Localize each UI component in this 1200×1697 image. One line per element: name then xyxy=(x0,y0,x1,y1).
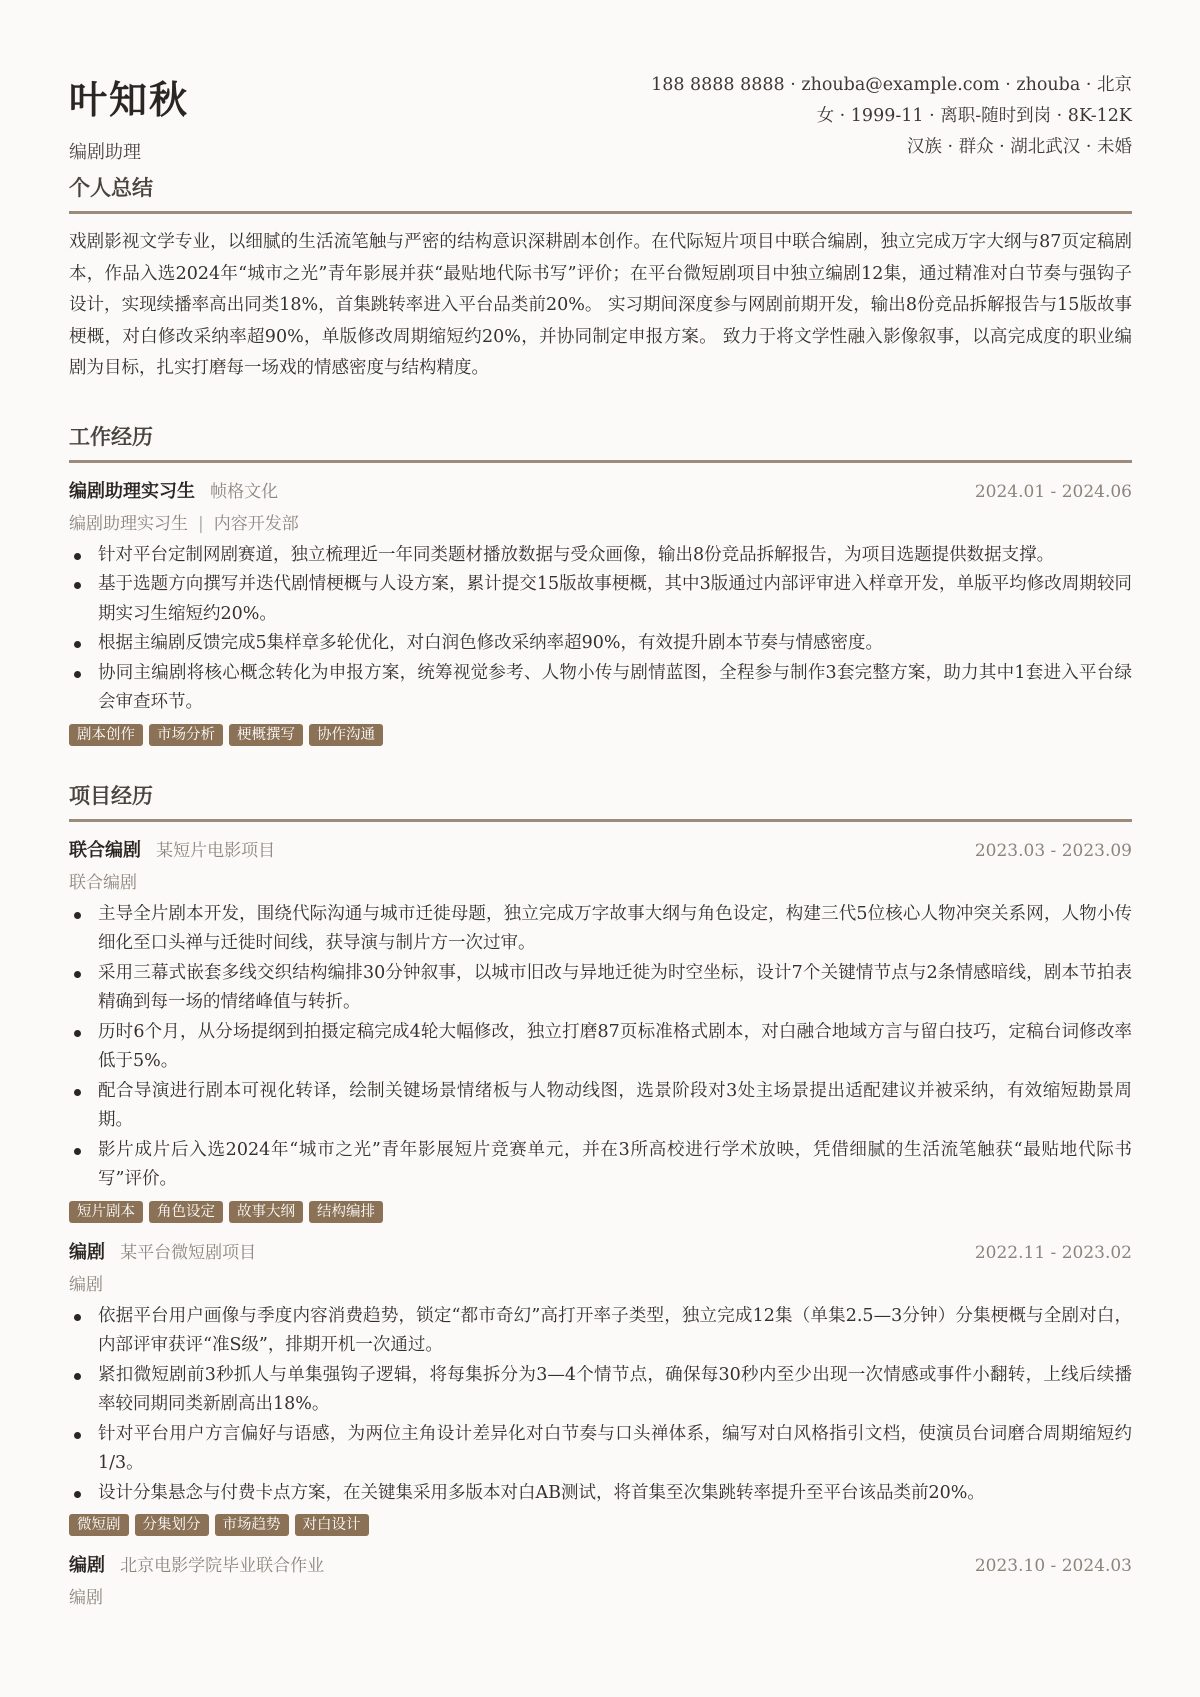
entry-title-group xyxy=(69,1238,256,1264)
resume-header xyxy=(69,0,1132,168)
skill-tag: 故事大纲 xyxy=(229,1201,303,1223)
projects-section xyxy=(69,782,1132,1616)
skill-tag: 分集划分 xyxy=(135,1514,209,1536)
position-label: 编剧助理实习生 xyxy=(69,513,188,534)
entry-header xyxy=(69,477,1132,509)
list-item: 配合导演进行剧本可视化转译，绘制关键场景情绪板与人物动线图，选景阶段对3处主场景提出适配建议并被采纳，有效缩短勘景周期。 xyxy=(69,1077,1132,1136)
project-role: 编剧 xyxy=(69,1241,105,1263)
list-item: 影片成片后入选2024年“城市之光”青年影展短片竞赛单元，并在3所高校进行学术放映，凭借细腻的生活流笔触获“最贴地代际书写”评价。 xyxy=(69,1136,1132,1195)
skill-tags xyxy=(69,724,1132,746)
list-item: 紧扣微短剧前3秒抓人与单集强钩子逻辑，将每集拆分为3—4个情节点，确保每30秒内至少出现一次情感或事件小翻转，上线后续播率较同期同类新剧高出18%。 xyxy=(69,1361,1132,1420)
summary-section xyxy=(69,174,1132,385)
section-title-summary: 个人总结 xyxy=(69,175,153,200)
skill-tags xyxy=(69,1201,1132,1223)
entry-header xyxy=(69,1238,1132,1270)
department-label: 内容开发部 xyxy=(213,513,299,534)
project-name: 某平台微短剧项目 xyxy=(120,1242,257,1263)
job-title: 编剧助理实习生 xyxy=(69,480,195,502)
project-role: 联合编剧 xyxy=(69,839,141,861)
work-entry xyxy=(69,477,1132,746)
date-range: 2024.01 - 2024.06 xyxy=(974,481,1132,502)
summary-text: 戏剧影视文学专业，以细腻的生活流笔触与严密的结构意识深耕剧本创作。在代际短片项目中联合编剧，独立完成万字大纲与87页定稿剧本，作品入选2024年“城市之光”青年影展并获“最贴地代际书写”评价；在平台微短剧项目中独立编剧12集，通过精准对白节奏与强钩子设计，实现续播率高出同类18%，首集跳转率进入平台品类前20%。 实习期间深度参与网剧前期开发，输出8份竞品拆解报告与15版故事梗概，对白修改采纳率超90%，单版修改周期缩短约20%，并协同制定申报方案。 致力于将文学性融入影像叙事，以高完成度的职业编剧为目标，扎实打磨每一场戏的情感密度与结构精度。 xyxy=(69,232,1132,378)
project-entry xyxy=(69,1238,1132,1537)
skill-tag: 市场分析 xyxy=(149,724,223,746)
contact-line: 汉族 · 群众 · 湖北武汉 · 未婚 xyxy=(906,137,1132,157)
entry-subtitle: 编剧 xyxy=(69,1588,103,1608)
list-item: 根据主编剧反馈完成5集样章多轮优化，对白润色修改采纳率超90%，有效提升剧本节奏与情感密度。 xyxy=(69,629,1132,659)
entry-header xyxy=(69,836,1132,868)
bullet-list xyxy=(69,541,1132,718)
skill-tag: 结构编排 xyxy=(309,1201,383,1223)
skill-tag: 短片剧本 xyxy=(69,1201,143,1223)
section-divider xyxy=(69,460,1132,463)
list-item: 主导全片剧本开发，围绕代际沟通与城市迁徙母题，独立完成万字故事大纲与角色设定，构建三代5位核心人物冲突关系网，人物小传细化至口头禅与迁徙时间线，获导演与制片方一次过审。 xyxy=(69,900,1132,959)
date-range: 2022.11 - 2023.02 xyxy=(974,1242,1132,1263)
work-section xyxy=(69,423,1132,746)
list-item: 针对平台定制网剧赛道，独立梳理近一年同类题材播放数据与受众画像，输出8份竞品拆解报告，为项目选题提供数据支撑。 xyxy=(69,541,1132,571)
contact-line: 女 · 1999-11 · 离职-随时到岗 · 8K-12K xyxy=(816,106,1132,126)
entry-subtitle: 编剧 xyxy=(69,1274,103,1295)
date-range: 2023.03 - 2023.09 xyxy=(974,840,1132,861)
entry-subtitle xyxy=(69,509,1132,541)
project-name: 某短片电影项目 xyxy=(156,840,276,861)
list-item: 采用三幕式嵌套多线交织结构编排30分钟叙事，以城市旧改与异地迁徙为时空坐标，设计7个关键情节点与2条情感暗线，剧本节拍表精确到每一场的情绪峰值与转折。 xyxy=(69,959,1132,1018)
project-entry xyxy=(69,1551,1132,1615)
skill-tag: 对白设计 xyxy=(295,1514,369,1536)
section-divider xyxy=(69,211,1132,214)
list-item: 历时6个月，从分场提纲到拍摄定稿完成4轮大幅修改，独立打磨87页标准格式剧本，对白融合地域方言与留白技巧，定稿台词修改率低于5%。 xyxy=(69,1018,1132,1077)
skill-tag: 梗概撰写 xyxy=(229,724,303,746)
skill-tag: 角色设定 xyxy=(149,1201,223,1223)
skill-tag: 市场趋势 xyxy=(215,1514,289,1536)
list-item: 依据平台用户画像与季度内容消费趋势，锁定“都市奇幻”高打开率子类型，独立完成12集（单集2.5—3分钟）分集梗概与全剧对白，内部评审获评“准S级”，排期开机一次通过。 xyxy=(69,1302,1132,1361)
list-item: 设计分集悬念与付费卡点方案，在关键集采用多版本对白AB测试，将首集至次集跳转率提升至平台该品类前20%。 xyxy=(69,1479,1132,1509)
entry-header xyxy=(69,1551,1132,1583)
contact-info xyxy=(651,70,1132,163)
separator: | xyxy=(198,513,204,534)
list-item: 针对平台用户方言偏好与语感，为两位主角设计差异化对白节奏与口头禅体系，编写对白风格指引文档，使演员台词磨合周期缩短约1/3。 xyxy=(69,1420,1132,1479)
bullet-list xyxy=(69,1302,1132,1509)
entry-title-group xyxy=(69,477,278,503)
entry-subtitle: 联合编剧 xyxy=(69,872,137,893)
skill-tags xyxy=(69,1514,1132,1536)
skill-tag: 协作沟通 xyxy=(309,724,383,746)
date-range: 2023.10 - 2024.03 xyxy=(974,1556,1132,1576)
skill-tag: 微短剧 xyxy=(69,1514,129,1536)
entry-title-group xyxy=(69,836,275,862)
section-title-projects: 项目经历 xyxy=(69,782,153,808)
list-item: 基于选题方向撰写并迭代剧情梗概与人设方案，累计提交15版故事梗概，其中3版通过内部评审进入样章开发，单版平均修改周期较同期实习生缩短约20%。 xyxy=(69,570,1132,629)
list-item: 协同主编剧将核心概念转化为申报方案，统筹视觉参考、人物小传与剧情蓝图，全程参与制作3套完整方案，助力其中1套进入平台绿会审查环节。 xyxy=(69,659,1132,718)
candidate-name: 叶知秋 xyxy=(69,77,190,122)
skill-tag: 剧本创作 xyxy=(69,724,143,746)
company-name: 帧格文化 xyxy=(210,481,279,502)
bullet-list xyxy=(69,900,1132,1195)
candidate-role: 编剧助理 xyxy=(69,142,141,163)
section-title-work: 工作经历 xyxy=(69,423,153,449)
project-role: 编剧 xyxy=(69,1555,105,1576)
contact-line: 188 8888 8888 · zhouba@example.com · zhouba · 北京 xyxy=(651,75,1132,95)
project-entry xyxy=(69,836,1132,1223)
entry-title-group xyxy=(69,1551,324,1577)
section-divider xyxy=(69,819,1132,822)
project-name: 北京电影学院毕业联合作业 xyxy=(120,1556,325,1576)
